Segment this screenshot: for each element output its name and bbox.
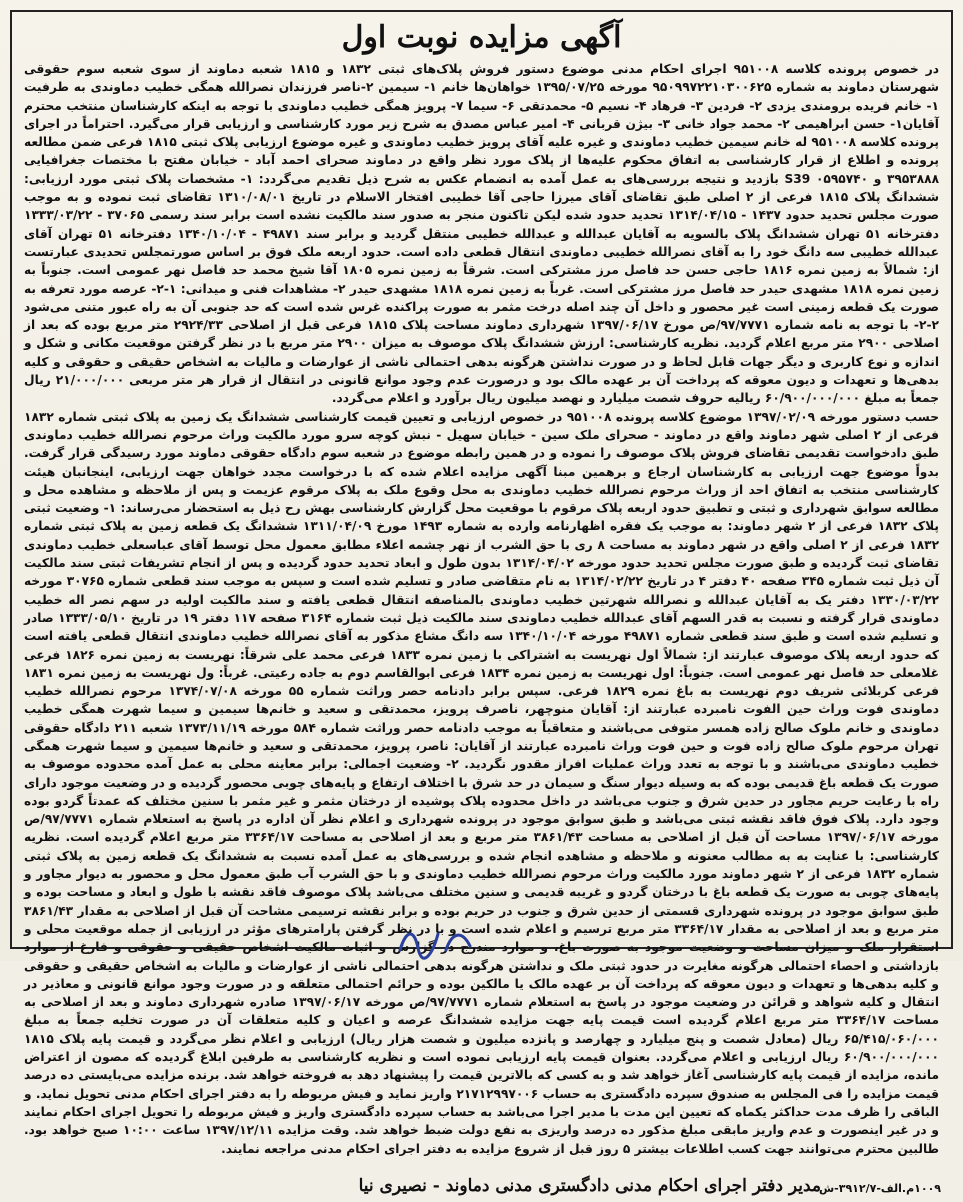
reference-number: ۱۰۰۹م.الف-۳۹۱۲/۷-ش	[818, 1181, 941, 1195]
pen-scribble-mark	[392, 920, 482, 960]
notice-title: آگهی مزایده نوبت اول	[341, 20, 622, 55]
notice-frame	[10, 10, 953, 1196]
signature-line: مدیر دفتر اجرای احکام مدنی دادگستری مدنی دماوند - نصیری نیا	[358, 1175, 821, 1196]
paragraph-plot-1815: در خصوص پرونده کلاسه ۹۵۱۰۰۸ اجرای احکام مدنی موضوع دستور فروش پلاک‌های ثبتی ۱۸۳۲ و ۱۸۱۵ شعبه دماوند از سوی شعبه سوم حقوقی شهرستان دماوند به شماره ۹۵۰۹۹۷۲۲۱۰۳۰۰۶۲۵ مورخه ۱۳۹۵/۰۷/۲۵ خواهان‌ها خانم ۱- سیمین ۲-ناصر فرزندان نصرالله همگی خطیب دماوندی به طرفیت ۱- خانم فریده برومندی یزدی ۲- فردین ۳- فرهاد ۴- نسیم ۵- محمدتقی ۶- سیما ۷- پرویز همگی خطیب دماوندی با توجه به اینکه کارشناسان منتخب محترم آقایان۱- حسن ابراهیمی ۲- محمد جواد خانی ۳- بیژن قربانی ۴- امیر عباس مصدق به شرح زیر مورد کارشناسی و ارزیابی قرار می‌گیرد. احتراماً در اجرای پرونده کلاسه ۹۵۱۰۰۸ له خانم سیمین خطیب دماوندی و غیره علیه آقای پرویز خطیب دماوندی و غیره موضوع ارزیابی پلاک ثبتی ۱۸۱۵ فرعی ضمن مطالعه پرونده و اطلاع از قرار کارشناسی به اتفاق محکوم علیه‌ها از پلاک مورد نظر واقع در دماوند صحرای احمد آباد - خیابان مفتح با مختصات جغرافیایی ۳۹۵۳۸۸۸ و ۰۵۹۵۷۴۰ S39 بازدید و نتیجه بررسی‌های به عمل آمده به انضمام عکس به شرح ذیل تقدیم می‌گردد: ۱- مشخصات پلاک ثبتی مورد ارزیابی: ششدانگ پلاک ۱۸۱۵ فرعی از ۲ اصلی طبق تقاضای آقای میرزا حاجی آقا خطیبی افتخار الاسلام در تاریخ ۱۳۱۰/۰۸/۰۱ تقاضای ثبت نموده و به موجب صورت مجلس تحدید حدود ۱۴۳۷ - ۱۳۱۴/۰۴/۱۵ تحدید حدود شده لیکن تاکنون منجر به صدور سند مالکیت نشده است برابر سند رسمی ۳۷۰۶۵ - ۱۳۳۳/۰۳/۲۲ دفترخانه ۵۱ تهران ششدانگ پلاک بالسویه به آقایان عبدالله و عبدالله خطیبی منتقل گردید و برابر سند ۴۹۸۷۱ - ۱۳۴۰/۱۰/۰۴ دفترخانه ۵۱ تهران آقای عبدالله خطیبی سه دانگ خود را به آقای نصرالله خطیبی دماوندی انتقال قطعی داده است. حدود اربعه ملک فوق بر اساس صورتمجلس تحدیدی عبارتست از: شمالاً به زمین نمره ۱۸۱۶ حاجی حسن حد فاصل مرز مشترکی است. شرقاً به زمین نمره ۱۸۰۵ آقا شیخ محمد حد فاصل نهر عمومی است. جنوباً به زمین نمره ۱۸۱۸ مشهدی حیدر حد فاصل مرز مشترکی است. غرباً به زمین نمره ۱۸۱۸ مشهدی حیدر ۲- مشاهدات فنی و میدانی: ۱-۲- عرصه مورد تعرفه به صورت یک قطعه زمینی است غیر محصور و داخل آن چند اصله درخت مثمر به صورت پراکنده غرس شده است که حد جنوبی آن به راه عبور متنی می‌شود ۲-۲- با توجه به نامه شماره ۹۷/۷۷۷۱/ص مورخ ۱۳۹۷/۰۶/۱۷ شهرداری دماوند مساحت پلاک ۱۸۱۵ فرعی قبل از اصلاحی ۲۹۲۴/۳۳ متر مربع بوده که بعد از اصلاحی ۲۹۰۰ متر مربع اعلام گردید. نظریه کارشناسی: ارزش ششدانگ پلاک موصوف به میزان ۲۹۰۰ متر مربع با در نظر گرفتن موقعیت مکانی و شکل و اندازه و نوع کاربری و دیگر جهات قابل لحاظ و در صورت نداشتن هرگونه بدهی احتمالی ناشی از عوارضات و مالیات به اشخاص حقیقی و حقوقی و کلیه بدهی‌ها و تعهدات و دیون معوقه که پرداخت آن بر عهده مالک بود و درصورت عدم وجود موانع قانونی در انتقال از قرار هر متر مربعی ۲۱/۰۰۰/۰۰۰ ریال جمعاً به مبلغ ۶۰/۹۰۰/۰۰۰/۰۰۰ ریالیه حروف شصت میلیارد و نهصد میلیون ریال برآورد و اعلام می‌گردد.	[24, 62, 940, 406]
notice-footer	[22, 1158, 941, 1202]
notice-body	[22, 60, 941, 1158]
paragraph-plot-1832: حسب دستور مورخه ۱۳۹۷/۰۲/۰۹ موضوع کلاسه پرونده ۹۵۱۰۰۸ در خصوص ارزیابی و تعیین قیمت کارشناسی ششدانگ یک زمین به پلاک ثبتی شماره ۱۸۳۲ فرعی از ۲ اصلی شهر دماوند واقع در دماوند - صحرای ملک سین - خیابان سهیل - نبش کوچه سرو مورد مالکیت وراث مرحوم نصرالله خطیب دماوندی طبق دادخواست تقدیمی تقاضای فروش پلاک موصوف را نموده و در همین رابطه موضوع در شعبه سوم دادگاه حقوقی دماوند مورد رسیدگی قرار گرفت. بدواً موضوع جهت ارزیابی به کارشناسان ارجاع و برهمین مبنا آگهی مزایده اعلام شده که با درخواست مجدد خواهان جهت ارزیابی، اینجانبان هیئت کارشناسی منتخب به اتفاق احد از وراث مرحوم نصرالله خطیب دماوندی به محل وقوع ملک به پلاک مرقوم عزیمت و پس از ملاحظه و مشاهده محل و مطالعه سوابق شهرداری و ثبتی و تطبیق حدود اربعه پلاک مرقوم با موقعیت محل گزارش کارشناسی بهش رح ذیل به استحضار می‌رساند: ۱- وضعیت ثبتی پلاک ۱۸۳۲ فرعی از ۲ شهر دماوند: به موجب یک فقره اظهارنامه وارده به شماره ۱۴۹۳ مورخ ۱۳۱۱/۰۴/۰۹ ششدانگ یک قطعه زمین به پلاک ثبتی شماره ۱۸۳۲ فرعی از ۲ اصلی واقع در شهر دماوند به مساحت ۸ ری با حق الشرب از نهر چشمه اعلاء مطابق معمول محل توسط آقای عباسعلی خطیب دماوندی تقاضای ثبت گردیده و طبق صورت مجلس تحدید حدود مورخه ۱۳۱۴/۰۴/۰۲ بدون طول و ابعاد تحدید حدود گردیده و پس از انجام تشریفات ثبتی سند مالکیت آن ذیل ثبت شماره ۳۴۵ صفحه ۴۰ دفتر ۴ در تاریخ ۱۳۱۴/۰۲/۲۲ به نام متقاضی صادر و تسلیم شده است و سپس به موجب سند قطعی شماره ۳۰۷۶۵ مورخه ۱۳۳۰/۰۳/۲۲ دفتر یک به آقایان عبدالله و نصرالله شهرتین خطیب دماوندی بالمناصفه انتقال قطعی یافته و سند مالکیت اولیه در سهم نصر اله خطیب دماوندی قرار گرفته و نسبت به قدر السهم آقای عبدالله خطیب دماوندی سند مالکیت ذیل ثبت شماره ۳۱۶۴ صفحه ۱۱۷ دفتر ۱۹ در تاریخ ۱۳۳۳/۰۵/۱۰ صادر و تسلیم شده است و طبق سند قطعی شماره ۴۹۸۷۱ مورخه ۱۳۴۰/۱۰/۰۴ سه دانگ مشاع مذکور به آقای نصرالله خطیب دماوندی انتقال قطعی یافته است که حدود اربعه پلاک موصوف عبارتند از: شمالاً اول نهریست به اشتراکی با زمین نمره ۱۸۳۳ فرعی محمد علی شرقاً: نهریست به زمین نمره ۱۸۲۶ فرعی غلامعلی حد فاصل نهر عمومی است. جنوباً: اول نهریست به زمین نمره ۱۸۳۴ فرعی ابوالقاسم دوم به جاده رعیتی. غرباً: ول نهریست به زمین نمره ۱۸۳۱ فرعی کربلائی شریف دوم نهریست به باغ نمره ۱۸۲۹ فرعی. سپس برابر دادنامه حصر وراثت شماره ۵۵ مورخه ۱۳۷۴/۰۷/۰۸ مرحوم نصرالله خطیب دماوندی فوت وراث حین الفوت نامبرده عبارتند از: آقایان منوچهر، ناصرف پرویز، محمدتقی و سعید و خانم‌ها سیمین و سیما شهرت همگی خطیب دماوندی و خانم ملوک صالح زاده همسر متوفی می‌باشند و متعاقباً به موجب دادنامه حصر وراثت شماره ۵۸۴ مورخه ۱۳۷۳/۱۱/۱۹ شعبه ۲۱۱ دادگاه حقوقی تهران مرحوم ملوک صالح زاده فوت و حین فوت وراث نامبرده عبارتند از آقایان: ناصر، پرویز، محمدتقی و سعید و خانم‌ها سیمین و سیما شهرت همگی خطیب دماوندی می‌باشند و با توجه به تعدد وراث عملیات افراز مقدور نگردید. ۲- وضعیت اجمالی: برابر معاینه محلی به عمل آمده محدوده موصوف به صورت یک قطعه باغ قدیمی بوده که به وسیله دیوار سنگ و سیمان در حد شرق با اختلاف ارتفاع و پایه‌های چوبی محصور گردیده و در وضعیت موجود دارای راه با رعایت حریم مجاور در حدین شرق و جنوب می‌باشد در داخل محدوده پلاک پوشیده از درختان مثمر و غیر مثمر با سنین مختلف که عمدتاً گردو بوده وجود دارد. پلاک فوق فاقد نقشه ثبتی می‌باشد و طبق سوابق موجود در پرونده شهرداری و اعلام نظر آن اداره در پاسخ به استعلام شماره ۹۷/۷۷۷۱/ص مورخه ۱۳۹۷/۰۶/۱۷ مساحت آن قبل از اصلاحی به مساحت ۳۸۶۱/۴۳ متر مربع و بعد از اصلاحی به مساحت ۳۳۶۴/۱۷ متر مربع اعلام گردیده است. نظریه کارشناسی: با عنایت به به مطالب معنونه و ملاحظه و مشاهده انجام شده و بررسی‌های به عمل آمده نسبت به ششدانگ یک قطعه زمین به پلاک ثبتی شماره ۱۸۳۲ فرعی از ۲ شهر دماوند مورد مالکیت وراث مرحوم نصرالله خطیب دماوندی و با حق الشرب آب طبق معمول محل و محصور به دیوار مجاور و پایه‌های چوبی به صورت یک قطعه باغ با درختان گردو و غریبه قدیمی و سنین مختلف می‌باشد پلاک موصوف فاقد نقشه با طول و ابعاد و مساحت بوده و طبق سوابق موجود در پرونده شهرداری قسمتی از حدین شرق و جنوب در حریم بوده و برابر نقشه ترسیمی مشاحت آن قبل از اصلاحی به مقدار ۳۸۶۱/۴۳ متر مربع و بعد از اصلاحی به مقدار ۳۳۶۴/۱۷ متر مربع ترسیم و اعلام شده است و با در نظر گرفتن پارامترهای مؤثر در ارزیابی از جمله موقعیت محلی و استقرار ملک و میزان مساحت و وضعیت موجود به صورت باغ، و موارد مندرج در گزارش و اثبات مالکیت اشخاص حقیقی و حقوقی و فارغ از موارد بازداشتی و احصاء احتمالی هرگونه مغایرت در حدود ثبتی ملک و نداشتن هرگونه بدهی احتمالی ناشی از عوارضات و مالیات به اشخاص حقیقی و حقوقی و کلیه بدهی‌ها و تعهدات و دیون معوقه که پرداخت آن بر عهده مالک یا مالکین بوده و حرائم احتمالی متعلقه و در صورت وجود موانع قانونی و معاذیر در انتقال و کلیه شواهد و قرائن در وضعیت موجود در پاسخ به استعلام شماره ۹۷/۷۷۷۱/ص مورخه ۱۳۹۷/۰۶/۱۷ صادره شهرداری دماوند و بعد از اصلاحی به مساحت ۳۳۶۴/۱۷ متر مربع اعلام گردیده است قیمت پایه جهت مزایده ششدانگ عرصه و اعیان و کلیه متعلقات آن در صورت تخلیه جمعاً به مبلغ ۶۵/۴۱۵/۰۶۰/۰۰۰ ریال (معادل شصت و پنج میلیارد و چهارصد و پانزده میلیون و شصت هزار ریال) ارزیابی و اعلام نظر می‌گردد و قیمت پایه پلاک ۱۸۱۵ ۶۰/۹۰۰/۰۰۰/۰۰۰ ریال ارزیابی و اعلام می‌گردد. بعنوان قیمت پایه ارزیابی نموده است و نظریه کارشناسی به طرفین ابلاغ گردیده که مصون از اعتراض مانده، مزایده از قیمت پایه کارشناسی آغاز خواهد شد و به کسی که بالاترین قیمت را پیشنهاد دهد به فروخته خواهد شد. برنده مزایده می‌بایستی ده درصد قیمت مزایده را فی المجلس به صندوق سپرده دادگستری به حساب ۲۱۷۱۲۹۹۷۰۰۶ واریز نماید و فیش مربوطه را به دفتر اجرای احکام مدنی تحویل نماید. و الباقی را ظرف مدت حداکثر یکماه که تعیین این مدت با مدیر اجرا می‌باشد به حساب سپرده دادگستری واریز و فیش مربوطه را تحویل اجرای احکام نمایند و در غیر اینصورت و عدم واریز مابقی مبلغ مذکور ده درصد واریزی به نفع دولت ضبط خواهد شد. وقت مزایده ۱۳۹۷/۱۲/۱۱ ساعت ۱۰:۰۰ صبح خواهد بود. طالبین محترم می‌توانند جهت کسب اطلاعات بیشتر ۵ روز قبل از شروع مزایده به دفتر اجرای احکام مدنی مراجعه نمایند.	[24, 409, 940, 1156]
